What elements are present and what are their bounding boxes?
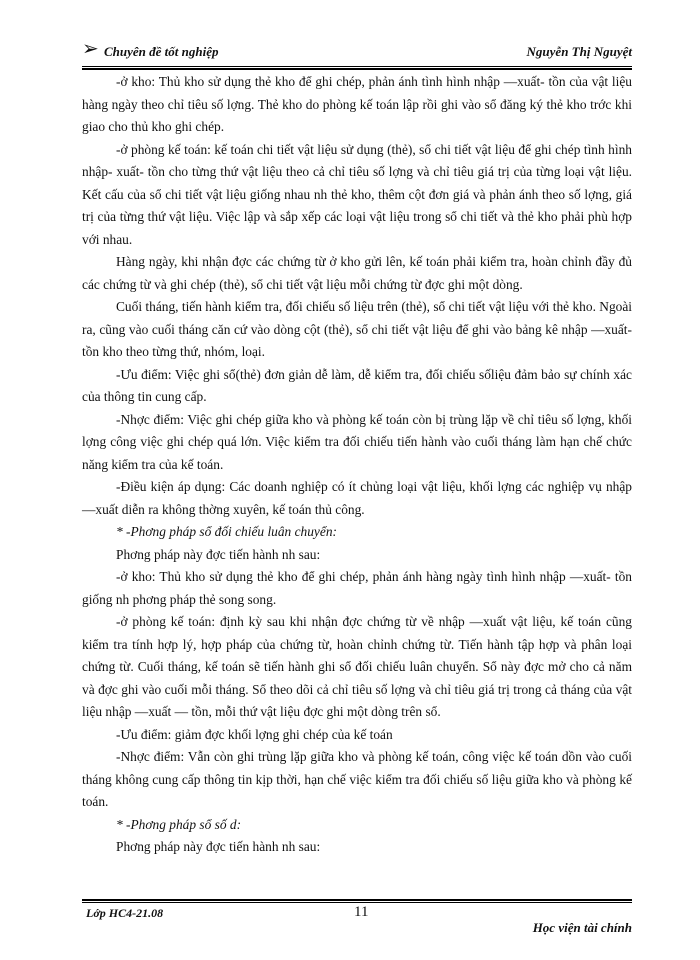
footer-class-label: Lớp HC4-21.08 <box>86 906 164 920</box>
paragraph: -ở phòng kế toán: kế toán chi tiết vật liệu sử dụng (thẻ), sổ chi tiết vật liệu để ghi chép tình hình nhập- xuất- tồn cho từng thứ vật liệu theo cả chỉ tiêu số lợng và chỉ tiêu giá trị của từng loại vật liệu. Kết cấu của sổ chi tiết vật liệu giống nhau nh thẻ kho, thêm cột đơn giá và phản ánh theo số lợng, giá trị của từng thứ vật liệu. Việc lập và sắp xếp các loại vật liệu trong sổ chi tiết và thẻ kho phải phù hợp với nhau. <box>82 141 632 247</box>
paragraph: -Điều kiện áp dụng: Các doanh nghiệp có ít chủng loại vật liệu, khối lợng các nghiệp vụ nhập —xuất diễn ra không thờng xuyên, kế toán thủ công. <box>82 479 632 517</box>
paragraph: -ở phòng kế toán: định kỳ sau khi nhận đợc chứng từ về nhập —xuất vật liệu, kế toán cũng kiểm tra tính hợp lý, hợp pháp của chứng từ, hoàn chỉnh chứng từ. Tiến hành tập hợp và phân loại chứng từ. Cuối tháng, kế toán sẽ tiến hành ghi sổ đối chiếu luân chuyển. Sổ này đợc mở cho cả năm và đợc ghi vào cuối mỗi tháng. Sổ theo dõi cả chỉ tiêu số lợng và chỉ tiêu giá trị trong cả tháng của vật liệu nhập —xuất — tồn, mỗi thứ vật liệu đợc ghi một dòng trên sổ. <box>82 614 632 719</box>
paragraph: Phơng pháp này đợc tiến hành nh sau: <box>116 546 321 562</box>
page-number: 11 <box>354 904 369 920</box>
header-rule <box>82 66 632 67</box>
paragraph: -Ưu điểm: Việc ghi sổ(thẻ) đơn giản dễ làm, dễ kiểm tra, đối chiếu sốliệu đảm bảo sự chính xác của thông tin cung cấp. <box>82 366 632 404</box>
section-heading: * -Phơng pháp sổ số d: <box>116 816 242 832</box>
page-body <box>82 71 632 859</box>
arrow-bullet-icon: ➢ <box>82 38 99 60</box>
page-header <box>82 40 632 64</box>
paragraph: -Nhợc điểm: Vẫn còn ghi trùng lặp giữa kho và phòng kế toán, công việc kế toán dồn vào cuối tháng không cung cấp thông tin kịp thời, hạn chế việc kiểm tra đối chiếu số liệu giữa kho và phòng kế toán. <box>82 749 632 809</box>
paragraph: -ở kho: Thủ kho sử dụng thẻ kho để ghi chép, phản ánh tình hình nhập —xuất- tồn của vật liệu hàng ngày theo chỉ tiêu số lợng. Thẻ kho do phòng kế toán lập rồi ghi vào sổ đăng ký thẻ kho trớc khi giao cho thủ kho ghi chép. <box>82 74 632 134</box>
paragraph: -Nhợc điểm: Việc ghi chép giữa kho và phòng kế toán còn bị trùng lặp về chỉ tiêu số lợng, khối lợng công việc ghi chép quá lớn. Việc kiểm tra đối chiếu tiến hành vào cuối tháng làm hạn chế chức năng kiểm tra của kế toán. <box>82 411 632 472</box>
footer-rule <box>82 902 632 903</box>
footer-institution: Học viện tài chính <box>532 920 632 935</box>
paragraph: Cuối tháng, tiến hành kiểm tra, đối chiếu số liệu trên (thẻ), sổ chi tiết vật liệu với thẻ kho. Ngoài ra, cũng vào cuối tháng căn cứ vào dòng cột (thẻ), sổ chi tiết vật liệu để ghi vào bảng kê nhập —xuất- tồn kho theo từng thứ, nhóm, loại. <box>82 299 632 359</box>
footer-rule-thick <box>82 899 632 901</box>
paragraph: -Ưu điểm: giảm đợc khối lợng ghi chép của kế toán <box>116 726 393 742</box>
header-title: Chuyên đề tốt nghiệp <box>104 44 219 59</box>
paragraph: -ở kho: Thủ kho sử dụng thẻ kho để ghi chép, phản ánh hàng ngày tình hình nhập —xuất- tồn giống nh phơng pháp thẻ song song. <box>82 569 632 607</box>
section-heading: * -Phơng pháp sổ đối chiếu luân chuyển: <box>116 524 337 539</box>
header-rule-thick <box>82 68 632 70</box>
paragraph: Hàng ngày, khi nhận đợc các chứng từ ở kho gửi lên, kế toán phải kiểm tra, hoàn chỉnh đầy đủ các chứng từ và ghi chép (thẻ), sổ chi tiết vật liệu mỗi chứng từ đợc ghi một dòng. <box>82 254 632 292</box>
paragraph: Phơng pháp này đợc tiến hành nh sau: <box>116 839 321 854</box>
header-author: Nguyễn Thị Nguyệt <box>526 44 632 59</box>
